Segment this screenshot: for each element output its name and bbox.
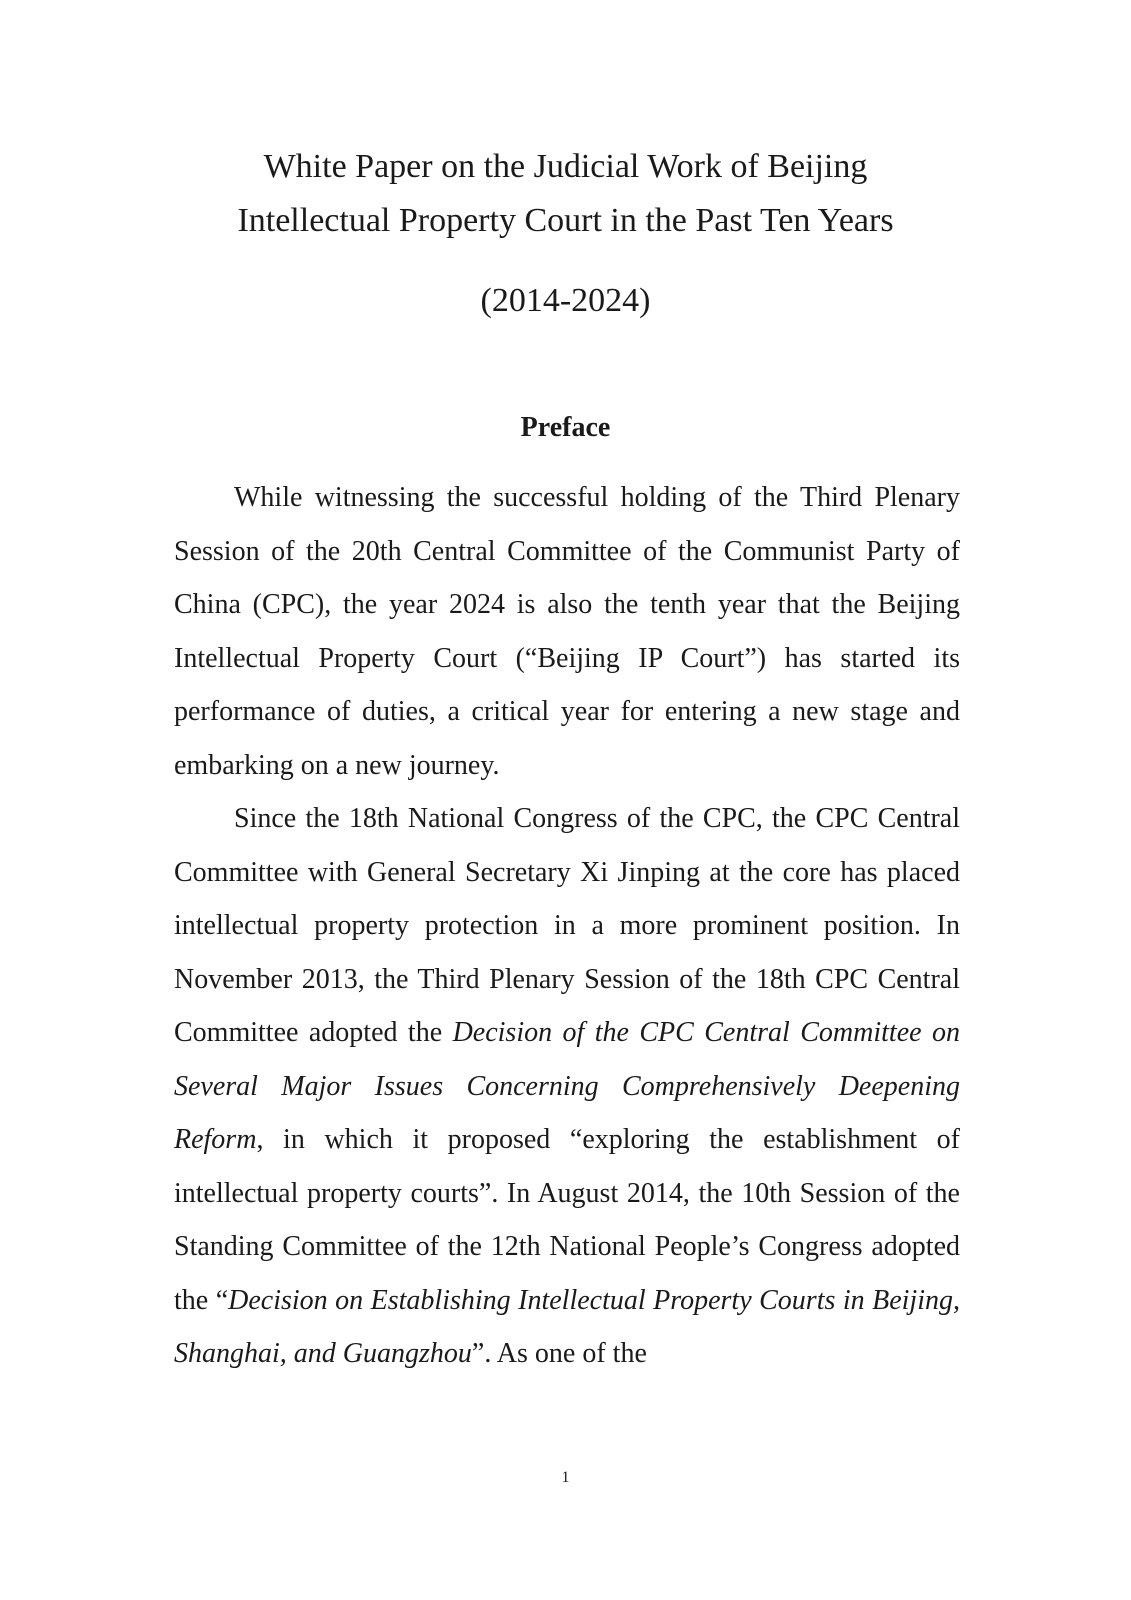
body-text bbox=[174, 471, 960, 1381]
paragraph-2-text-3: ”. As one of the bbox=[471, 1338, 647, 1369]
page-number: 1 bbox=[561, 1469, 570, 1486]
paragraph-2-italic-establishment-decision: Decision on Establishing Intellectual Property Courts in Beijing, Shanghai, and Guangzhou bbox=[174, 1284, 960, 1369]
document-title-line-2: Intellectual Property Court in the Past Ten Years bbox=[237, 202, 894, 239]
paragraph-2 bbox=[174, 792, 960, 1381]
preface-heading: Preface bbox=[520, 412, 611, 443]
document-date-range: (2014-2024) bbox=[480, 282, 651, 319]
title-block bbox=[0, 140, 1131, 328]
paragraph-1: While witnessing the successful holding of the Third Plenary Session of the 20th Central Committee of the Communist Party of China (CPC), the year 2024 is also the tenth year that the Beijing Intellectual Property Court (“Beijing IP Court”) has started its performance of duties, a critical year for entering a new stage and embarking on a new journey. bbox=[174, 482, 960, 781]
document-title-line-1: White Paper on the Judicial Work of Beijing bbox=[263, 148, 868, 185]
paragraph-2-text-2: , in which it proposed “exploring the establishment of intellectual property courts”. In August 2014, the 10th Session of the Standing Committee of the 12th National People’s Congress adopted the “ bbox=[174, 1124, 960, 1316]
paragraph-2-text-1: Since the 18th National Congress of the CPC, the CPC Central Committee with General Secretary Xi Jinping at the core has placed intellectual property protection in a more prominent position. In November 2013, the Third Plenary Session of the 18th CPC Central Committee adopted the bbox=[174, 803, 960, 1048]
paragraph-2-italic-decision-title: Decision of the CPC Central Committee on Several Major Issues Concerning Comprehensively Deepening Reform bbox=[174, 1017, 960, 1155]
